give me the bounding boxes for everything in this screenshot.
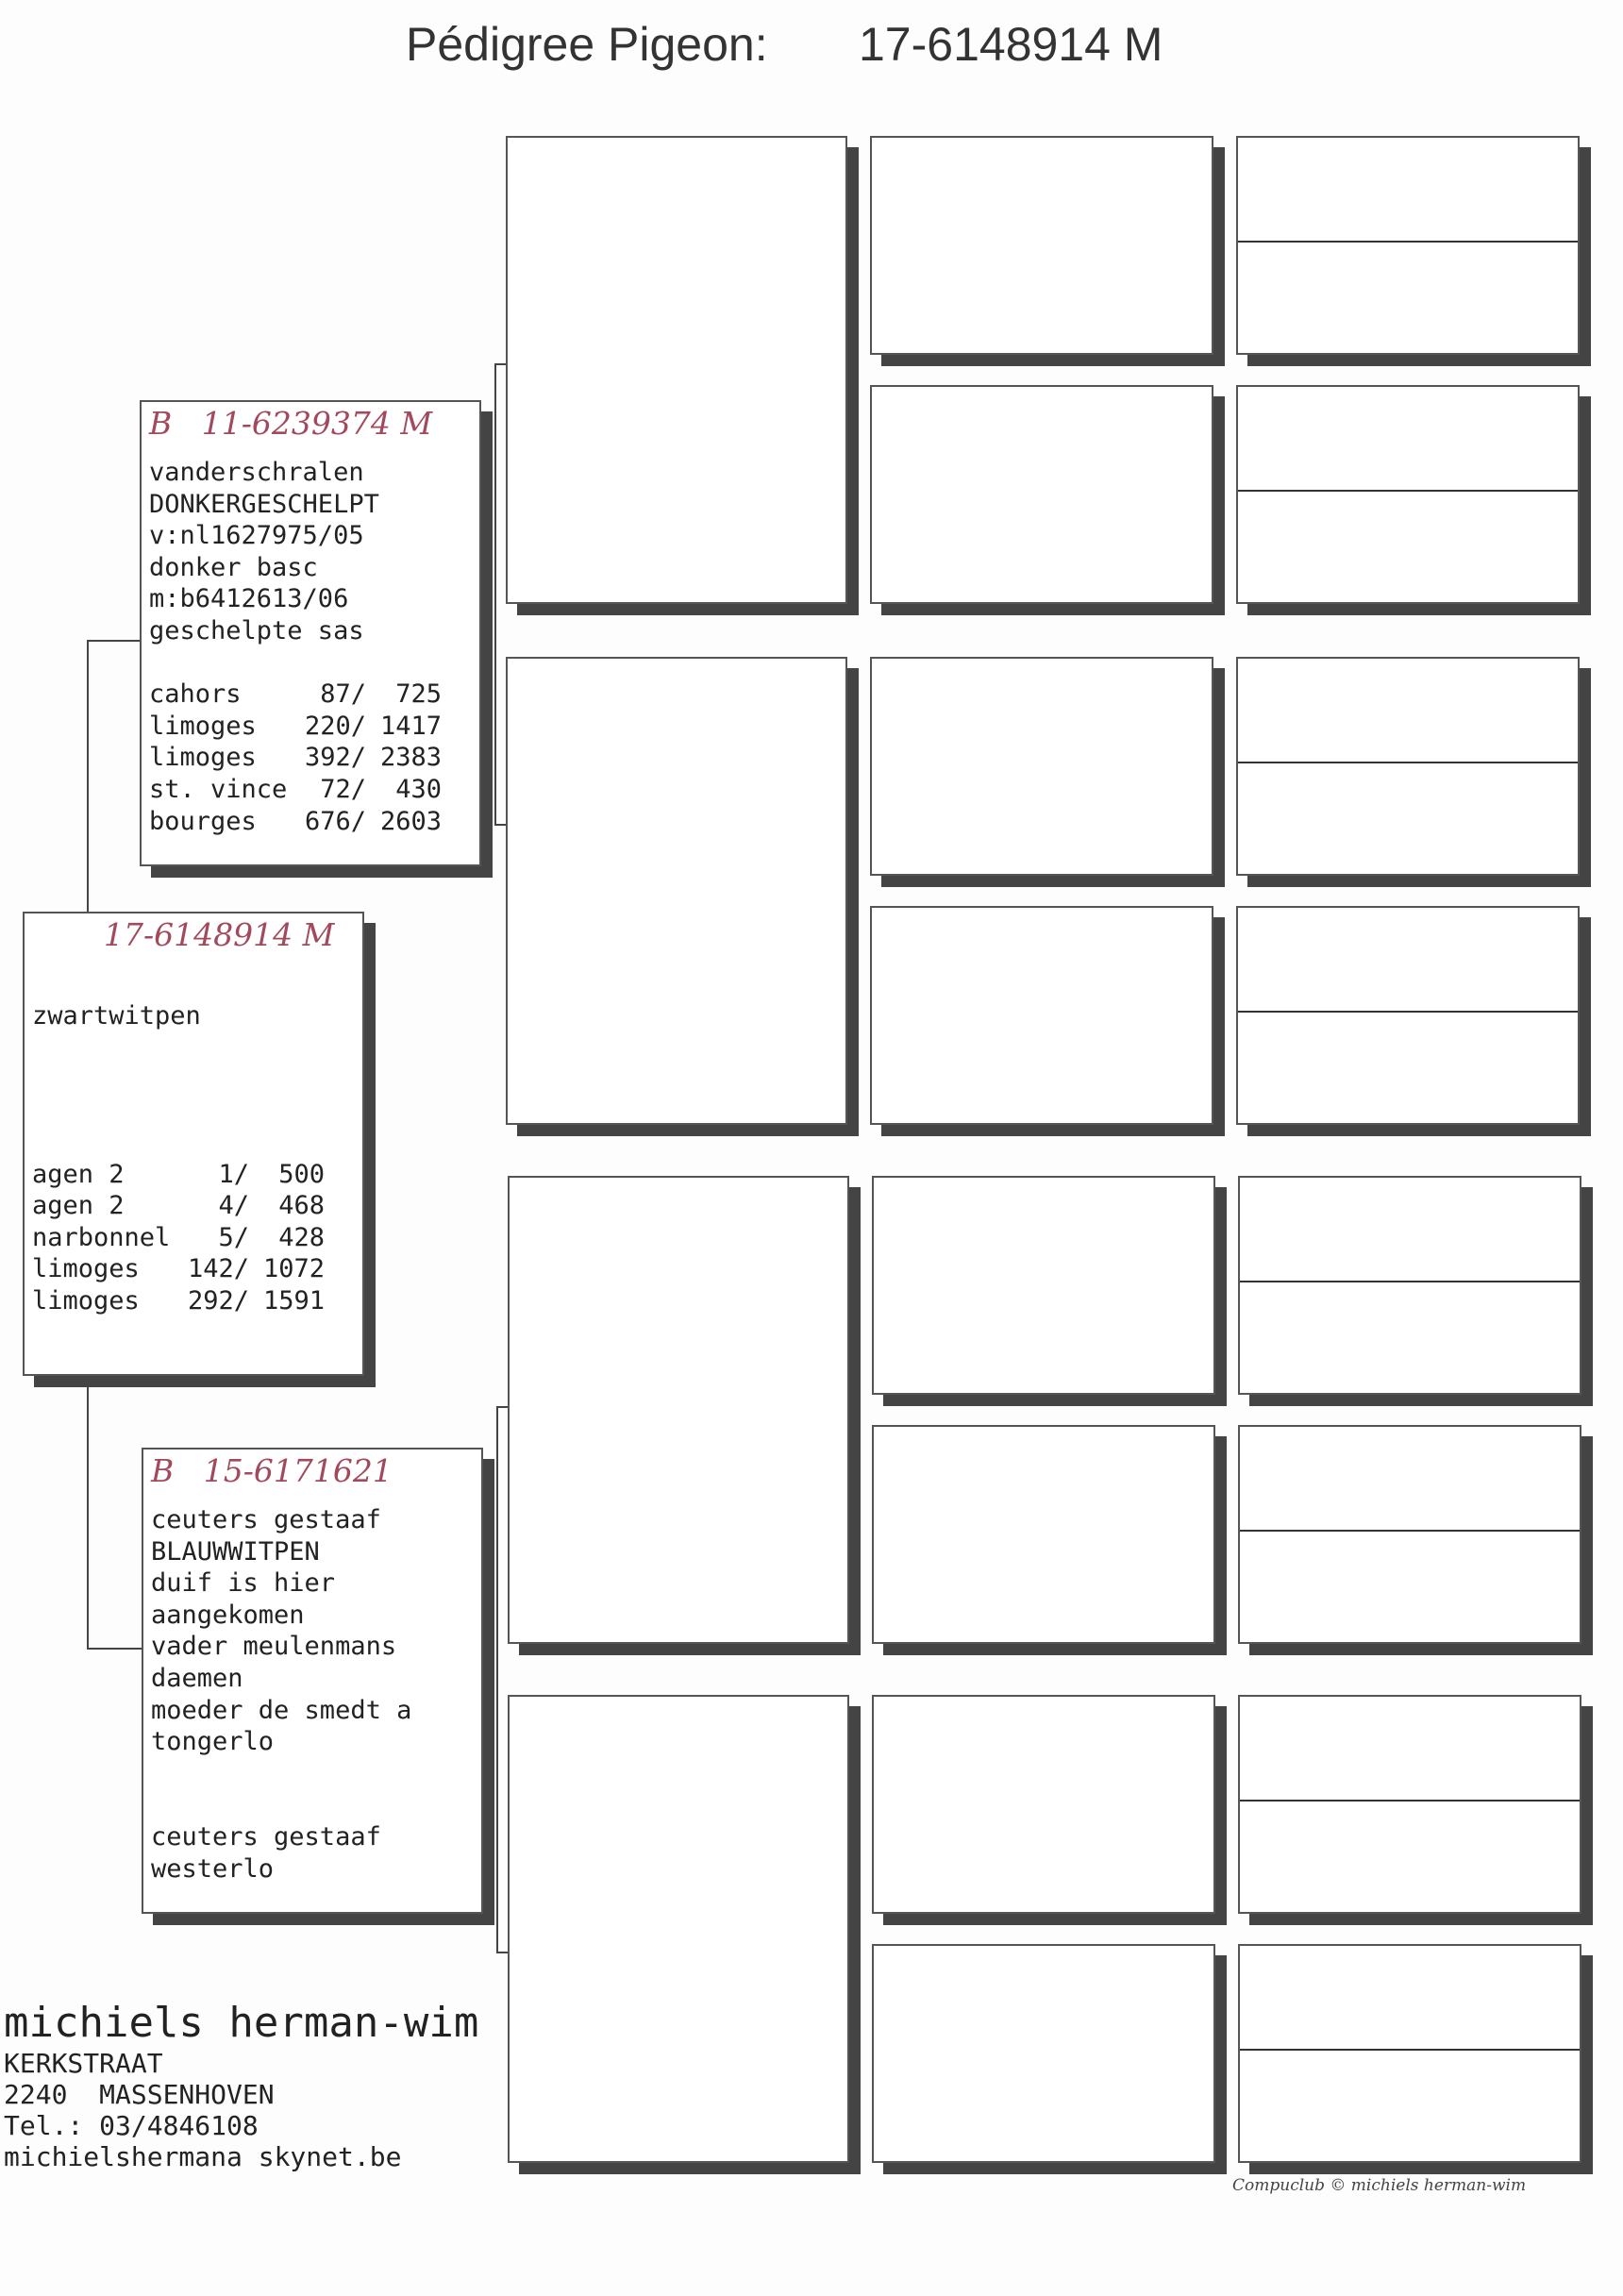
mother-card xyxy=(142,1448,483,1914)
owner-block xyxy=(4,1999,478,2172)
grandparent-box xyxy=(508,1695,849,2163)
ggg-box xyxy=(1238,1695,1581,1914)
father-result: limoges 392/ 2383 xyxy=(149,743,442,773)
owner-email: michielshermana skynet.be xyxy=(4,2141,402,2172)
father-result: cahors 87/ 725 xyxy=(149,679,442,710)
subject-card xyxy=(23,912,364,1376)
connector-subject-father xyxy=(87,640,140,913)
ggg-box xyxy=(1236,657,1580,876)
subject-ring: 17-6148914 M xyxy=(104,916,335,953)
ggg-box xyxy=(1236,136,1580,355)
footer-credit: Compuclub © michiels herman-wim xyxy=(1232,2176,1527,2195)
mother-line: BLAUWWITPEN xyxy=(151,1536,320,1567)
connector-father-grandparents xyxy=(494,363,506,826)
mother-line: vader meulenmans xyxy=(151,1632,397,1662)
mother-line: ceuters gestaaf xyxy=(151,1505,381,1534)
great-grandparent-box xyxy=(872,1944,1215,2163)
owner-street: KERKSTRAAT xyxy=(4,2048,163,2079)
owner-name: michiels herman-wim xyxy=(4,1999,479,2047)
connector-subject-mother xyxy=(87,1387,142,1650)
great-grandparent-box xyxy=(872,1695,1215,1914)
owner-city: 2240 MASSENHOVEN xyxy=(4,2079,275,2110)
subject-result: agen 2 1/ 500 xyxy=(32,1159,325,1189)
page-title xyxy=(406,17,1255,72)
father-line: geschelpte sas xyxy=(149,615,364,645)
owner-phone: Tel.: 03/4846108 xyxy=(4,2110,259,2141)
grandparent-box xyxy=(508,1176,849,1644)
great-grandparent-box xyxy=(870,136,1213,355)
mother-ring: B 15-6171621 xyxy=(151,1452,393,1489)
title-label: Pédigree Pigeon: xyxy=(406,18,768,71)
ggg-box xyxy=(1236,906,1580,1125)
father-line: v:nl1627975/05 xyxy=(149,521,364,551)
father-result: limoges 220/ 1417 xyxy=(149,711,442,741)
ggg-box xyxy=(1238,1425,1581,1644)
father-line: donker basc xyxy=(149,552,318,582)
subject-result: limoges 142/ 1072 xyxy=(32,1254,325,1284)
father-line: DONKERGESCHELPT xyxy=(149,489,379,519)
great-grandparent-box xyxy=(870,657,1213,876)
mother-line: moeder de smedt a xyxy=(151,1695,412,1725)
mother-line: westerlo xyxy=(151,1853,275,1884)
mother-line: tongerlo xyxy=(151,1727,275,1757)
mother-line: ceuters gestaaf xyxy=(151,1821,381,1852)
father-card xyxy=(140,400,481,866)
mother-line: daemen xyxy=(151,1663,243,1693)
father-ring: B 11-6239374 M xyxy=(149,405,433,442)
title-ring: 17-6148914 M xyxy=(859,18,1163,71)
subject-result: limoges 292/ 1591 xyxy=(32,1285,325,1316)
mother-line: aangekomen xyxy=(151,1600,305,1630)
great-grandparent-box xyxy=(872,1425,1215,1644)
father-result: st. vince 72/ 430 xyxy=(149,774,442,804)
subject-color: zwartwitpen xyxy=(32,1000,201,1031)
grandparent-box xyxy=(506,136,847,604)
connector-mother-grandparents xyxy=(496,1406,508,1953)
great-grandparent-box xyxy=(872,1176,1215,1395)
father-line: vanderschralen xyxy=(149,458,364,487)
ggg-box xyxy=(1238,1176,1581,1395)
great-grandparent-box xyxy=(870,906,1213,1125)
grandparent-box xyxy=(506,657,847,1125)
subject-result: agen 2 4/ 468 xyxy=(32,1191,325,1221)
father-line: m:b6412613/06 xyxy=(149,584,349,614)
mother-line: duif is hier xyxy=(151,1568,336,1599)
ggg-box xyxy=(1236,385,1580,604)
great-grandparent-box xyxy=(870,385,1213,604)
father-result: bourges 676/ 2603 xyxy=(149,806,442,836)
ggg-box xyxy=(1238,1944,1581,2163)
subject-result: narbonnel 5/ 428 xyxy=(32,1222,325,1252)
